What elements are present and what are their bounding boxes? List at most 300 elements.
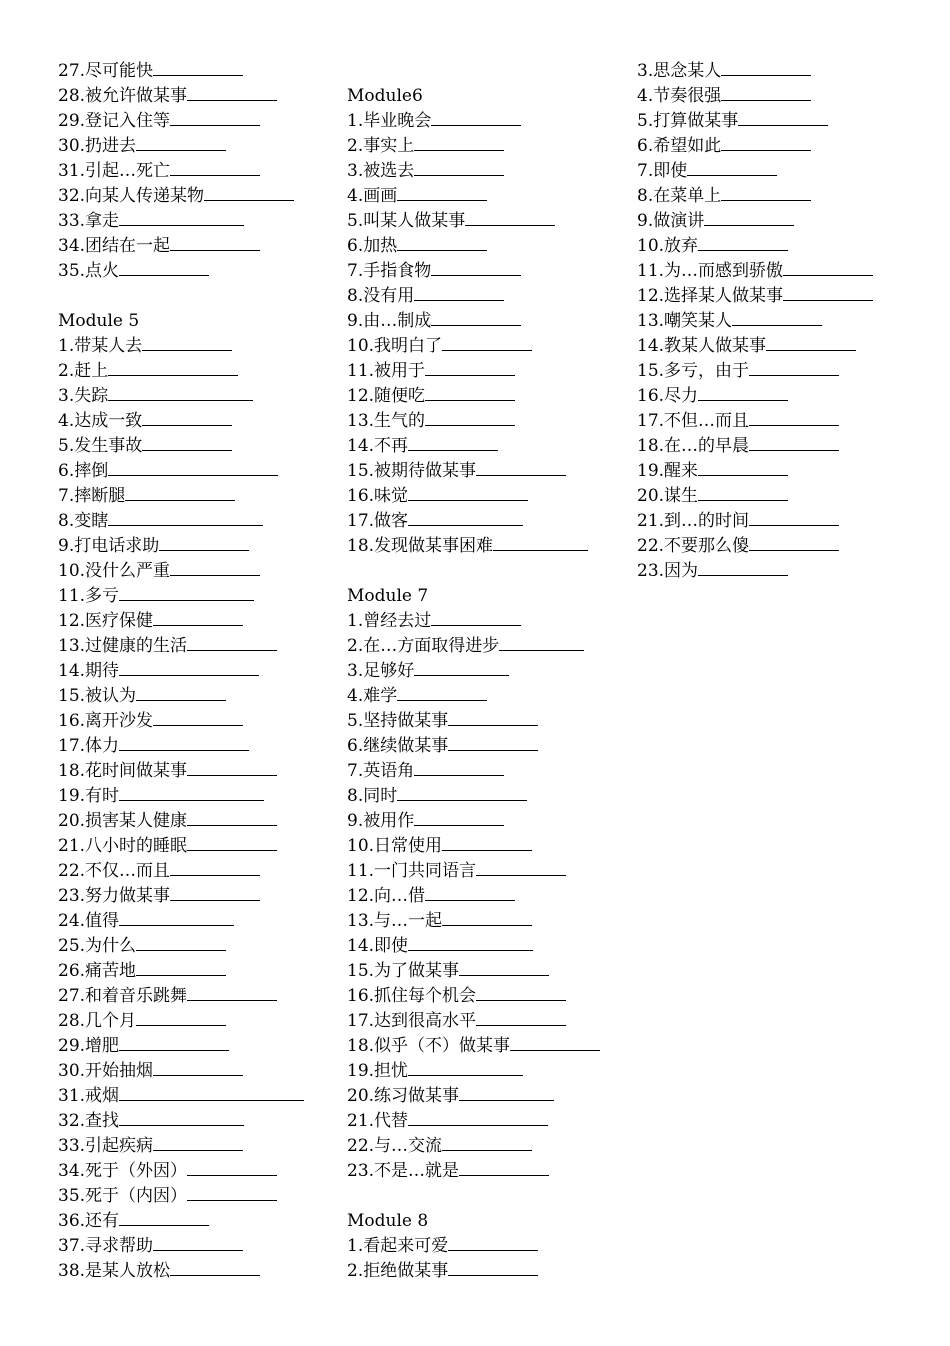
vocab-prompt: 15.被期待做某事 — [347, 461, 477, 481]
vocab-item — [347, 534, 622, 559]
vocab-item — [58, 259, 328, 284]
answer-blank[interactable] — [749, 409, 839, 426]
vocab-prompt: 11.被用于 — [347, 361, 426, 381]
answer-blank[interactable] — [108, 459, 278, 476]
vocab-item — [58, 909, 328, 934]
vocab-item — [637, 134, 937, 159]
answer-blank[interactable] — [397, 234, 487, 251]
vocab-prompt: 4.达成一致 — [58, 411, 143, 431]
vocab-item — [58, 184, 328, 209]
vocab-prompt: 17.体力 — [58, 736, 120, 756]
answer-blank[interactable] — [408, 1109, 548, 1126]
answer-blank[interactable] — [187, 1159, 277, 1176]
answer-blank[interactable] — [721, 184, 811, 201]
vocab-prompt: 14.即使 — [347, 936, 409, 956]
vocab-prompt: 5.坚持做某事 — [347, 711, 449, 731]
answer-blank[interactable] — [119, 784, 264, 801]
column-2 — [347, 59, 622, 1284]
module-heading: Module 8 — [347, 1211, 429, 1231]
vocab-prompt: 16.尽力 — [637, 386, 699, 406]
answer-blank[interactable] — [153, 59, 243, 76]
vocab-prompt: 10.我明白了 — [347, 336, 443, 356]
vocab-item — [637, 359, 937, 384]
answer-blank[interactable] — [170, 559, 260, 576]
answer-blank[interactable] — [142, 434, 232, 451]
vocab-prompt: 32.查找 — [58, 1111, 120, 1131]
vocab-prompt: 7.摔断腿 — [58, 486, 126, 506]
answer-blank[interactable] — [142, 334, 232, 351]
vocab-item — [347, 1059, 622, 1084]
vocab-prompt: 19.担忧 — [347, 1061, 409, 1081]
vocab-item — [347, 809, 622, 834]
answer-blank[interactable] — [721, 134, 811, 151]
vocab-item — [58, 934, 328, 959]
answer-blank[interactable] — [136, 684, 226, 701]
vocab-prompt: 12.医疗保健 — [58, 611, 154, 631]
vocab-item — [347, 484, 622, 509]
vocab-prompt: 26.痛苦地 — [58, 961, 137, 981]
vocab-item — [347, 1134, 622, 1159]
vocab-prompt: 23.因为 — [637, 561, 699, 581]
vocab-prompt: 16.味觉 — [347, 486, 409, 506]
vocab-prompt: 1.看起来可爱 — [347, 1236, 449, 1256]
answer-blank[interactable] — [119, 1034, 229, 1051]
answer-blank[interactable] — [136, 134, 226, 151]
vocab-item — [637, 259, 937, 284]
vocab-prompt: 9.由…制成 — [347, 311, 432, 331]
vocab-item — [58, 534, 328, 559]
section-spacer — [347, 559, 622, 584]
vocab-prompt: 21.代替 — [347, 1111, 409, 1131]
vocab-prompt: 14.教某人做某事 — [637, 336, 767, 356]
answer-blank[interactable] — [476, 859, 566, 876]
answer-blank[interactable] — [783, 259, 873, 276]
vocab-item — [58, 784, 328, 809]
answer-blank[interactable] — [204, 184, 294, 201]
answer-blank[interactable] — [119, 259, 209, 276]
vocab-prompt: 30.开始抽烟 — [58, 1061, 154, 1081]
vocab-item — [58, 959, 328, 984]
answer-blank[interactable] — [425, 359, 515, 376]
answer-blank[interactable] — [119, 734, 249, 751]
answer-blank[interactable] — [431, 309, 521, 326]
vocab-prompt: 15.多亏，由于 — [637, 361, 750, 381]
answer-blank[interactable] — [783, 284, 873, 301]
vocab-prompt: 30.扔进去 — [58, 136, 137, 156]
vocab-prompt: 1.毕业晚会 — [347, 111, 432, 131]
vocab-prompt: 37.寻求帮助 — [58, 1236, 154, 1256]
answer-blank[interactable] — [187, 84, 277, 101]
answer-blank[interactable] — [431, 609, 521, 626]
answer-blank[interactable] — [187, 984, 277, 1001]
vocab-prompt: 29.登记入住等 — [58, 111, 171, 131]
vocab-prompt: 5.打算做某事 — [637, 111, 739, 131]
vocab-prompt: 11.一门共同语言 — [347, 861, 477, 881]
vocab-item — [58, 1259, 328, 1284]
answer-blank[interactable] — [442, 909, 532, 926]
vocab-item — [347, 309, 622, 334]
vocab-item — [637, 409, 937, 434]
answer-blank[interactable] — [431, 259, 521, 276]
vocab-item — [637, 209, 937, 234]
answer-blank[interactable] — [159, 534, 249, 551]
vocab-item — [637, 534, 937, 559]
vocab-item — [58, 759, 328, 784]
vocab-item — [347, 434, 622, 459]
vocab-item — [347, 284, 622, 309]
vocab-item — [347, 734, 622, 759]
vocab-prompt: 15.为了做某事 — [347, 961, 460, 981]
vocab-prompt: 3.失踪 — [58, 386, 109, 406]
vocab-item — [58, 984, 328, 1009]
answer-blank[interactable] — [108, 384, 253, 401]
vocab-item — [58, 384, 328, 409]
vocab-item — [347, 384, 622, 409]
answer-blank[interactable] — [459, 1084, 554, 1101]
vocab-prompt: 34.死于（外因） — [58, 1161, 188, 1181]
answer-blank[interactable] — [510, 1034, 600, 1051]
vocab-item — [58, 884, 328, 909]
answer-blank[interactable] — [766, 334, 856, 351]
vocab-item — [347, 334, 622, 359]
vocab-item — [58, 659, 328, 684]
answer-blank[interactable] — [119, 1209, 209, 1226]
vocab-item — [637, 459, 937, 484]
vocab-item — [347, 934, 622, 959]
answer-blank[interactable] — [459, 1159, 549, 1176]
vocab-item — [58, 1184, 328, 1209]
answer-blank[interactable] — [698, 459, 788, 476]
vocab-prompt: 14.不再 — [347, 436, 409, 456]
vocab-item — [58, 434, 328, 459]
vocab-prompt: 2.在…方面取得进步 — [347, 636, 500, 656]
vocab-prompt: 27.和着音乐跳舞 — [58, 986, 188, 1006]
answer-blank[interactable] — [153, 1134, 243, 1151]
vocab-prompt: 22.与…交流 — [347, 1136, 443, 1156]
vocab-prompt: 23.不是…就是 — [347, 1161, 460, 1181]
vocab-item — [637, 234, 937, 259]
vocab-prompt: 6.继续做某事 — [347, 736, 449, 756]
answer-blank[interactable] — [414, 159, 504, 176]
vocab-prompt: 2.拒绝做某事 — [347, 1261, 449, 1281]
vocab-item — [347, 234, 622, 259]
answer-blank[interactable] — [108, 359, 238, 376]
vocab-item — [637, 59, 937, 84]
answer-blank[interactable] — [476, 459, 566, 476]
vocab-item — [58, 834, 328, 859]
vocab-item — [58, 1234, 328, 1259]
answer-blank[interactable] — [119, 209, 244, 226]
vocab-prompt: 13.过健康的生活 — [58, 636, 188, 656]
answer-blank[interactable] — [187, 634, 277, 651]
answer-blank[interactable] — [414, 759, 504, 776]
vocab-prompt: 24.值得 — [58, 911, 120, 931]
answer-blank[interactable] — [687, 159, 777, 176]
answer-blank[interactable] — [397, 184, 487, 201]
vocab-item — [347, 209, 622, 234]
vocab-item — [347, 159, 622, 184]
answer-blank[interactable] — [749, 359, 839, 376]
vocab-item — [58, 1084, 328, 1109]
vocab-prompt: 32.向某人传递某物 — [58, 186, 205, 206]
vocab-prompt: 6.加热 — [347, 236, 398, 256]
vocab-prompt: 1.曾经去过 — [347, 611, 432, 631]
vocab-prompt: 35.死于（内因） — [58, 1186, 188, 1206]
vocab-item — [347, 784, 622, 809]
answer-blank[interactable] — [414, 284, 504, 301]
answer-blank[interactable] — [704, 209, 794, 226]
vocab-item — [347, 109, 622, 134]
vocab-prompt: 10.日常使用 — [347, 836, 443, 856]
answer-blank[interactable] — [698, 234, 788, 251]
answer-blank[interactable] — [448, 734, 538, 751]
answer-blank[interactable] — [698, 559, 788, 576]
vocab-prompt: 23.努力做某事 — [58, 886, 171, 906]
vocab-item — [637, 484, 937, 509]
vocab-item — [347, 709, 622, 734]
answer-blank[interactable] — [119, 1084, 304, 1101]
module-heading: Module 5 — [58, 311, 140, 331]
vocab-item — [58, 734, 328, 759]
vocab-prompt: 18.发现做某事困难 — [347, 536, 494, 556]
answer-blank[interactable] — [408, 934, 533, 951]
vocab-item — [58, 1159, 328, 1184]
vocab-prompt: 4.画画 — [347, 186, 398, 206]
answer-blank[interactable] — [698, 484, 788, 501]
vocab-item — [347, 359, 622, 384]
answer-blank[interactable] — [408, 509, 523, 526]
vocab-item — [347, 409, 622, 434]
answer-blank[interactable] — [153, 709, 243, 726]
vocab-item — [347, 459, 622, 484]
vocab-item — [347, 909, 622, 934]
answer-blank[interactable] — [721, 59, 811, 76]
vocab-prompt: 8.变瞎 — [58, 511, 109, 531]
vocab-prompt: 10.放弃 — [637, 236, 699, 256]
vocab-item — [58, 134, 328, 159]
answer-blank[interactable] — [459, 959, 549, 976]
vocab-prompt: 38.是某人放松 — [58, 1261, 171, 1281]
vocab-item — [347, 1009, 622, 1034]
answer-blank[interactable] — [119, 1109, 244, 1126]
vocab-item — [58, 409, 328, 434]
vocab-prompt: 13.嘲笑某人 — [637, 311, 733, 331]
vocab-prompt: 25.为什么 — [58, 936, 137, 956]
answer-blank[interactable] — [493, 534, 588, 551]
vocab-prompt: 9.被用作 — [347, 811, 415, 831]
vocab-prompt: 2.事实上 — [347, 136, 415, 156]
vocab-prompt: 8.没有用 — [347, 286, 415, 306]
answer-blank[interactable] — [425, 884, 515, 901]
vocab-prompt: 27.尽可能快 — [58, 61, 154, 81]
answer-blank[interactable] — [431, 109, 521, 126]
vocab-item — [58, 509, 328, 534]
vocab-prompt: 8.在菜单上 — [637, 186, 722, 206]
answer-blank[interactable] — [465, 209, 555, 226]
vocab-item — [58, 109, 328, 134]
vocab-item — [58, 234, 328, 259]
vocab-item — [637, 384, 937, 409]
vocab-item — [58, 209, 328, 234]
vocab-item — [347, 609, 622, 634]
vocab-item — [58, 634, 328, 659]
vocab-prompt: 7.手指食物 — [347, 261, 432, 281]
vocab-prompt: 19.有时 — [58, 786, 120, 806]
vocab-item — [347, 634, 622, 659]
vocab-item — [347, 984, 622, 1009]
vocab-item — [58, 84, 328, 109]
vocab-item — [347, 1234, 622, 1259]
vocab-prompt: 36.还有 — [58, 1211, 120, 1231]
vocab-prompt: 3.思念某人 — [637, 61, 722, 81]
vocab-item — [347, 184, 622, 209]
answer-blank[interactable] — [442, 834, 532, 851]
answer-blank[interactable] — [170, 1259, 260, 1276]
answer-blank[interactable] — [448, 709, 538, 726]
answer-blank[interactable] — [442, 1134, 532, 1151]
vocab-prompt: 13.与…一起 — [347, 911, 443, 931]
vocab-item — [347, 859, 622, 884]
answer-blank[interactable] — [108, 509, 263, 526]
answer-blank[interactable] — [136, 959, 226, 976]
vocab-item — [637, 559, 937, 584]
vocab-prompt: 31.引起…死亡 — [58, 161, 171, 181]
vocab-item — [58, 559, 328, 584]
vocab-prompt: 9.打电话求助 — [58, 536, 160, 556]
vocab-prompt: 12.向…借 — [347, 886, 426, 906]
answer-blank[interactable] — [408, 484, 528, 501]
column-1 — [58, 59, 328, 1284]
answer-blank[interactable] — [187, 759, 277, 776]
answer-blank[interactable] — [425, 384, 515, 401]
answer-blank[interactable] — [408, 1059, 523, 1076]
vocab-prompt: 14.期待 — [58, 661, 120, 681]
vocab-item — [347, 509, 622, 534]
answer-blank[interactable] — [749, 434, 839, 451]
vocab-prompt: 35.点火 — [58, 261, 120, 281]
answer-blank[interactable] — [476, 984, 566, 1001]
vocab-prompt: 33.引起疾病 — [58, 1136, 154, 1156]
section-spacer — [347, 1184, 622, 1209]
vocab-item — [637, 334, 937, 359]
vocab-item — [347, 1034, 622, 1059]
vocab-item — [637, 184, 937, 209]
vocab-item — [637, 84, 937, 109]
vocab-item — [347, 659, 622, 684]
answer-blank[interactable] — [170, 234, 260, 251]
answer-blank[interactable] — [448, 1234, 538, 1251]
vocab-item — [58, 709, 328, 734]
vocab-item — [58, 1009, 328, 1034]
answer-blank[interactable] — [738, 109, 828, 126]
answer-blank[interactable] — [142, 409, 232, 426]
answer-blank[interactable] — [397, 784, 527, 801]
answer-blank[interactable] — [448, 1259, 538, 1276]
answer-blank[interactable] — [721, 84, 811, 101]
vocab-item — [347, 684, 622, 709]
answer-blank[interactable] — [749, 509, 839, 526]
vocab-item — [347, 759, 622, 784]
answer-blank[interactable] — [749, 534, 839, 551]
vocab-prompt: 7.即使 — [637, 161, 688, 181]
vocab-item — [58, 1109, 328, 1134]
answer-blank[interactable] — [136, 934, 226, 951]
answer-blank[interactable] — [476, 1009, 566, 1026]
column-3 — [637, 59, 937, 584]
answer-blank[interactable] — [187, 1184, 277, 1201]
vocab-prompt: 7.英语角 — [347, 761, 415, 781]
vocab-prompt: 11.多亏 — [58, 586, 120, 606]
answer-blank[interactable] — [397, 684, 487, 701]
vocab-prompt: 11.为…而感到骄傲 — [637, 261, 784, 281]
answer-blank[interactable] — [414, 809, 504, 826]
answer-blank[interactable] — [187, 834, 277, 851]
vocab-item — [347, 834, 622, 859]
answer-blank[interactable] — [414, 134, 504, 151]
vocab-item — [58, 459, 328, 484]
answer-blank[interactable] — [187, 809, 277, 826]
vocab-prompt: 31.戒烟 — [58, 1086, 120, 1106]
answer-blank[interactable] — [414, 659, 509, 676]
vocab-item — [637, 434, 937, 459]
vocab-item — [58, 159, 328, 184]
vocab-item — [58, 1134, 328, 1159]
answer-blank[interactable] — [153, 1059, 243, 1076]
vocab-prompt: 20.损害某人健康 — [58, 811, 188, 831]
vocab-prompt: 22.不要那么傻 — [637, 536, 750, 556]
answer-blank[interactable] — [442, 334, 532, 351]
vocab-item — [347, 1109, 622, 1134]
vocab-item — [58, 809, 328, 834]
answer-blank[interactable] — [136, 1009, 226, 1026]
answer-blank[interactable] — [119, 584, 254, 601]
answer-blank[interactable] — [170, 109, 260, 126]
answer-blank[interactable] — [119, 909, 234, 926]
answer-blank[interactable] — [499, 634, 584, 651]
vocab-prompt: 4.节奏很强 — [637, 86, 722, 106]
answer-blank[interactable] — [732, 309, 822, 326]
answer-blank[interactable] — [119, 659, 259, 676]
vocab-item — [637, 109, 937, 134]
vocab-item — [347, 959, 622, 984]
vocab-prompt: 1.带某人去 — [58, 336, 143, 356]
answer-blank[interactable] — [425, 409, 515, 426]
answer-blank[interactable] — [125, 484, 235, 501]
vocab-item — [637, 509, 937, 534]
vocab-item — [347, 1084, 622, 1109]
vocab-prompt: 17.做客 — [347, 511, 409, 531]
answer-blank[interactable] — [408, 434, 498, 451]
vocab-prompt: 9.做演讲 — [637, 211, 705, 231]
answer-blank[interactable] — [153, 1234, 243, 1251]
vocab-prompt: 28.被允许做某事 — [58, 86, 188, 106]
vocab-prompt: 18.在…的早晨 — [637, 436, 750, 456]
answer-blank[interactable] — [153, 609, 243, 626]
answer-blank[interactable] — [698, 384, 788, 401]
vocab-prompt: 33.拿走 — [58, 211, 120, 231]
vocab-item — [58, 1059, 328, 1084]
vocab-prompt: 29.增肥 — [58, 1036, 120, 1056]
vocab-item — [58, 1034, 328, 1059]
answer-blank[interactable] — [170, 884, 260, 901]
vocab-prompt: 16.离开沙发 — [58, 711, 154, 731]
vocab-item — [347, 1259, 622, 1284]
answer-blank[interactable] — [170, 859, 260, 876]
vocab-prompt: 17.不但…而且 — [637, 411, 750, 431]
answer-blank[interactable] — [170, 159, 260, 176]
vocab-prompt: 20.练习做某事 — [347, 1086, 460, 1106]
vocab-item — [58, 609, 328, 634]
